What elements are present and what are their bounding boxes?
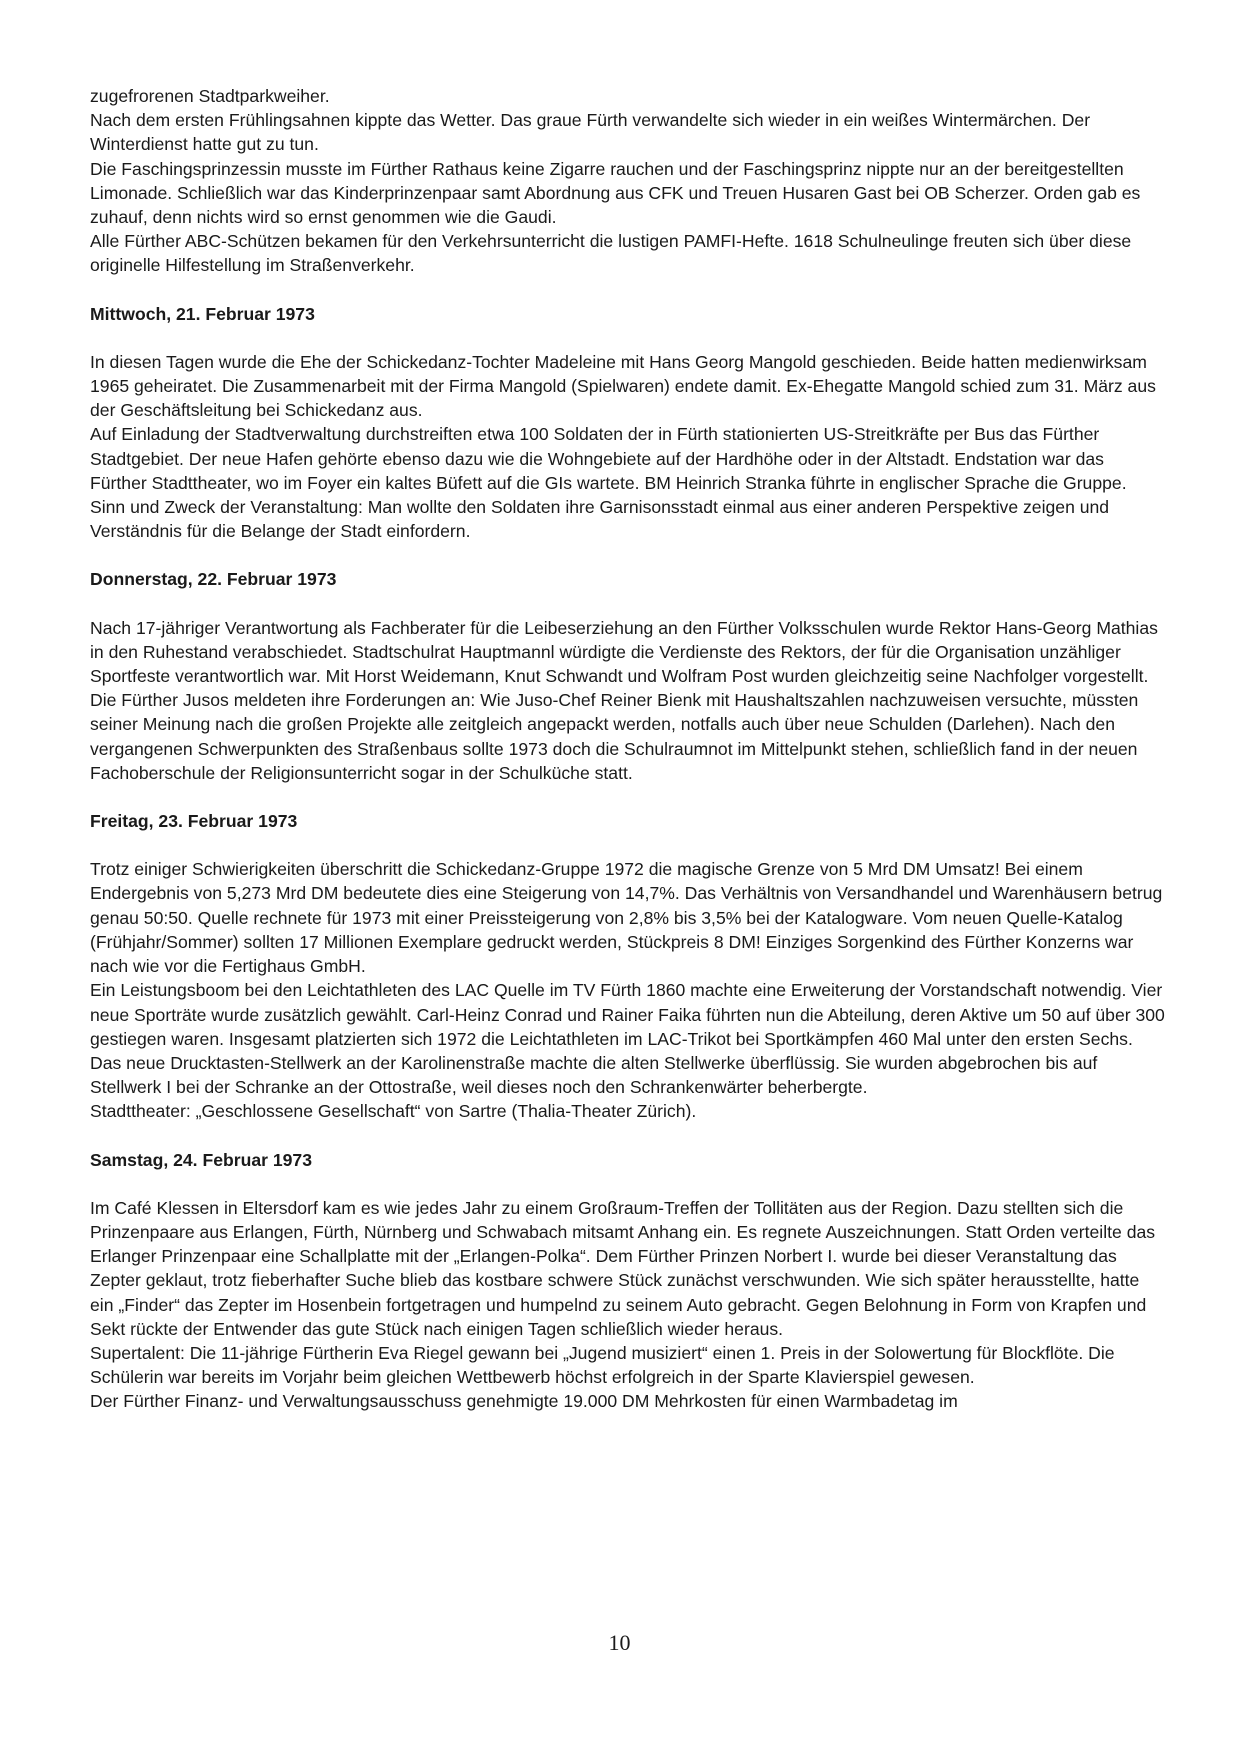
- page-number: 10: [608, 1630, 631, 1655]
- spacer: [90, 592, 1165, 616]
- section-samstag: [90, 1148, 1165, 1414]
- spacer: [90, 785, 1165, 809]
- section-paragraph: Trotz einiger Schwierigkeiten überschritt die Schickedanz-Gruppe 1972 die magische Grenze von 5 Mrd DM Umsatz! Bei einem Endergebnis von 5,273 Mrd DM bedeutete dies eine Steigerung von 14,7%. Das Verhältnis von Versandhandel und Warenhäusern betrug genau 50:50. Quelle rechnete für 1973 mit einer Preissteigerung von 2,8% bis 3,5% bei der Katalogware. Vom neuen Quelle-Katalog (Frühjahr/Sommer) sollten 17 Millionen Exemplare gedruckt werden, Stückpreis 8 DM! Einziges Sorgenkind des Fürther Konzerns war nach wie vor die Fertighaus GmbH.: [90, 859, 1163, 977]
- section-paragraph: Ein Leistungsboom bei den Leichtathleten des LAC Quelle im TV Fürth 1860 machte eine Erweiterung der Vorstandschaft notwendig. Vier neue Sporträte wurde zusätzlich gewählt. Carl-Heinz Conrad und Rainer Faika führten nun die Abteilung, deren Aktive um 50 auf über 300 gestiegen waren. Insgesamt platzierten sich 1972 die Leichtathleten im LAC-Trikot bei Sportkämpfen 460 Mal unter den ersten Sechs.: [90, 980, 1165, 1049]
- spacer: [90, 1172, 1165, 1196]
- spacer: [90, 543, 1165, 567]
- intro-paragraph-2: Nach dem ersten Frühlingsahnen kippte das Wetter. Das graue Fürth verwandelte sich wieder in ein weißes Wintermärchen. Der Winterdienst hatte gut zu tun.: [90, 110, 1091, 155]
- document-page: [90, 84, 1165, 1414]
- section-heading: Samstag, 24. Februar 1973: [90, 1149, 312, 1170]
- section-paragraph: Der Fürther Finanz- und Verwaltungsausschuss genehmigte 19.000 DM Mehrkosten für einen Warmbadetag im: [90, 1391, 958, 1412]
- intro-block: [90, 84, 1165, 278]
- section-paragraph: Stadttheater: „Geschlossene Gesellschaft“ von Sartre (Thalia-Theater Zürich).: [90, 1101, 697, 1122]
- section-freitag: [90, 809, 1165, 1123]
- spacer: [90, 326, 1165, 350]
- section-heading: Freitag, 23. Februar 1973: [90, 811, 298, 832]
- section-mittwoch: [90, 302, 1165, 544]
- section-donnerstag: [90, 567, 1165, 785]
- intro-paragraph-1: zugefrorenen Stadtparkweiher.: [90, 86, 330, 106]
- spacer: [90, 833, 1165, 857]
- section-paragraph: Auf Einladung der Stadtverwaltung durchstreiften etwa 100 Soldaten der in Fürth stationierten US-Streitkräfte per Bus das Fürther Stadtgebiet. Der neue Hafen gehörte ebenso dazu wie die Wohngebiete auf der Hardhöhe oder in der Altstadt. Endstation war das Fürther Stadttheater, wo im Foyer ein kaltes Büfett auf die GIs wartete. BM Heinrich Stranka führte in englischer Sprache die Gruppe. Sinn und Zweck der Veranstaltung: Man wollte den Soldaten ihre Garnisonsstadt einmal aus einer anderen Perspektive zeigen und Verständnis für die Belange der Stadt einfordern.: [90, 424, 1127, 542]
- section-heading: Mittwoch, 21. Februar 1973: [90, 303, 315, 324]
- spacer: [90, 1124, 1165, 1148]
- section-paragraph: Das neue Drucktasten-Stellwerk an der Karolinenstraße machte die alten Stellwerke überflüssig. Sie wurden abgebrochen bis auf Stellwerk I bei der Schranke an der Ottostraße, weil dieses noch den Schrankenwärter beherbergte.: [90, 1052, 1098, 1098]
- intro-paragraph-3: Die Faschingsprinzessin musste im Fürther Rathaus keine Zigarre rauchen und der Faschingsprinz nippte nur an der bereitgestellten Limonade. Schließlich war das Kinderprinzenpaar samt Abordnung aus CFK und Treuen Husaren Gast bei OB Scherzer. Orden gab es zuhauf, denn nichts wird so ernst genommen wie die Gaudi.: [90, 158, 1141, 228]
- section-paragraph: Nach 17-jähriger Verantwortung als Fachberater für die Leibeserziehung an den Fürther Volksschulen wurde Rektor Hans-Georg Mathias in den Ruhestand verabschiedet. Stadtschulrat Hauptmannl würdigte die Verdienste des Rektors, der für die Organisation unzähliger Sportfeste verantwortlich war. Mit Horst Weidemann, Knut Schwandt und Wolfram Post wurden gleichzeitig seine Nachfolger vorgestellt.: [90, 617, 1158, 687]
- section-heading: Donnerstag, 22. Februar 1973: [90, 569, 337, 590]
- section-paragraph: Im Café Klessen in Eltersdorf kam es wie jedes Jahr zu einem Großraum-Treffen der Tollitäten aus der Region. Dazu stellten sich die Prinzenpaare aus Erlangen, Fürth, Nürnberg und Schwabach mitsamt Anhang ein. Es regnete Auszeichnungen. Statt Orden verteilte das Erlanger Prinzenpaar eine Schallplatte mit der „Erlangen-Polka“. Dem Fürther Prinzen Norbert I. wurde bei dieser Veranstaltung das Zepter geklaut, trotz fieberhafter Suche blieb das kostbare schwere Stück zunächst verschwunden. Wie sich später herausstellte, hatte ein „Finder“ das Zepter im Hosenbein fortgetragen und humpelnd zu seinem Auto gebracht. Gegen Belohnung in Form von Krapfen und Sekt rückte der Entwender das gute Stück nach einigen Tagen schließlich wieder heraus.: [90, 1197, 1156, 1339]
- spacer: [90, 278, 1165, 302]
- section-paragraph: Supertalent: Die 11-jährige Fürtherin Eva Riegel gewann bei „Jugend musiziert“ einen 1. Preis in der Solowertung für Blockflöte. Die Schülerin war bereits im Vorjahr beim gleichen Wettbewerb höchst erfolgreich in der Sparte Klavierspiel gewesen.: [90, 1342, 1115, 1388]
- intro-paragraph-4: Alle Fürther ABC-Schützen bekamen für den Verkehrsunterricht die lustigen PAMFI-Hefte. 1618 Schulneulinge freuten sich über diese originelle Hilfestellung im Straßenverkehr.: [90, 231, 1132, 276]
- section-paragraph: Die Fürther Jusos meldeten ihre Forderungen an: Wie Juso-Chef Reiner Bienk mit Haushaltszahlen nachzuweisen versuchte, müssten seiner Meinung nach die großen Projekte alle zeitgleich angepackt werden, notfalls auch über neue Schulden (Darlehen). Nach den vergangenen Schwerpunkten des Straßenbaus sollte 1973 doch die Schulraumnot im Mittelpunkt stehen, schließlich fand in der neuen Fachoberschule der Religionsunterricht sogar in der Schulküche statt.: [90, 690, 1139, 783]
- section-paragraph: In diesen Tagen wurde die Ehe der Schickedanz-Tochter Madeleine mit Hans Georg Mangold geschieden. Beide hatten medienwirksam 1965 geheiratet. Die Zusammenarbeit mit der Firma Mangold (Spielwaren) endete damit. Ex-Ehegatte Mangold schied zum 31. März aus der Geschäftsleitung bei Schickedanz aus.: [90, 351, 1156, 421]
